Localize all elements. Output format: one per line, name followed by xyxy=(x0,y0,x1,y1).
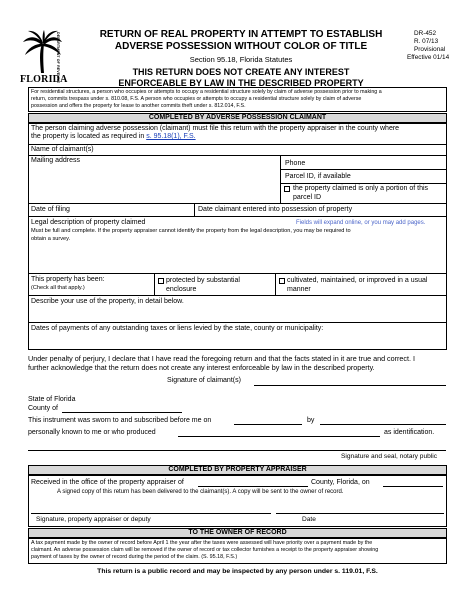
divider xyxy=(280,183,447,184)
check-all-note: (Check all that apply.) xyxy=(31,285,85,291)
owner-notice-line3: payment of taxes by the owner of record during the period of the claim. (S. 95.18, F.S.) xyxy=(31,554,238,560)
divider xyxy=(28,273,447,274)
county-of-label: County of xyxy=(28,405,58,412)
owner-section-heading: TO THE OWNER OF RECORD xyxy=(188,529,287,536)
parcel-id-field[interactable] xyxy=(362,170,446,182)
notary-signature-line[interactable] xyxy=(28,450,446,451)
legal-description-field[interactable] xyxy=(29,244,446,272)
form-title-line2: ADVERSE POSSESSION WITHOUT COLOR OF TITLE xyxy=(114,41,368,52)
county-florida-on-label: County, Florida, on xyxy=(311,479,370,486)
appraiser-signature-line[interactable] xyxy=(31,513,271,514)
appraiser-section-heading: COMPLETED BY PROPERTY APPRAISER xyxy=(168,466,307,473)
intro-line1: For residential structures, a person who occupies or attempts to occupy a residential structure solely by claim of adverse possession prior to making a xyxy=(31,89,382,95)
date-of-possession-label: Date claimant entered into possession of property xyxy=(198,206,353,213)
notice-line1: THIS RETURN DOES NOT CREATE ANY INTEREST xyxy=(132,67,350,77)
as-identification-label: as identification. xyxy=(384,429,435,436)
notice-line2: ENFORCEABLE BY LAW IN THE DESCRIBED PROPERTY xyxy=(118,78,364,88)
legal-description-label: Legal description of property claimed xyxy=(31,219,146,226)
legal-description-instruction-line1: Must be full and complete. If the property appraiser cannot identify the property from the legal description, you may be required to xyxy=(31,228,351,234)
form-effective: Effective 01/14 xyxy=(407,54,450,61)
claimant-signature-label: Signature of claimant(s) xyxy=(167,377,241,384)
date-of-filing-label: Date of filing xyxy=(31,206,70,213)
divider xyxy=(154,273,155,295)
owner-notice-line2: claimant. An adverse possession claim will be removed if the owner of record or tax collector furnishes a receipt to the property appraiser showing xyxy=(31,547,379,553)
cultivated-improved-label-line1: cultivated, maintained, or improved in a usual xyxy=(287,277,428,284)
divider xyxy=(194,203,195,216)
legal-description-instruction-line2: obtain a survey. xyxy=(31,236,71,242)
describe-use-field[interactable] xyxy=(29,307,446,321)
fields-expand-note: Fields will expand online, or you may add pages. xyxy=(296,220,426,226)
appraiser-date-label: Date xyxy=(302,516,316,523)
portion-of-parcel-checkbox[interactable] xyxy=(284,186,290,192)
property-has-been-label: This property has been: xyxy=(31,276,105,283)
sworn-statement: This instrument was sworn to and subscribed before me on xyxy=(28,417,212,424)
claimant-instruction-line2 xyxy=(31,133,196,140)
form-title-line1: RETURN OF REAL PROPERTY IN ATTEMPT TO ESTABLISH xyxy=(99,29,383,40)
phone-field[interactable] xyxy=(312,156,446,168)
declaration-line2: further acknowledge that the return does not create any interest enforceable by law in the described property. xyxy=(28,363,375,372)
declaration-line1: Under penalty of perjury, I declare that I have read the foregoing return and that the facts stated in it are true and correct. I xyxy=(28,354,416,363)
statute-reference: Section 95.18, Florida Statutes xyxy=(189,55,293,64)
form-number: DR-452 xyxy=(414,30,437,37)
notary-signature-label: Signature and seal, notary public xyxy=(341,453,438,460)
divider xyxy=(28,322,447,323)
personally-known-statement: personally known to me or who produced xyxy=(28,429,156,436)
owner-notice-line1: A tax payment made by the owner of record before April 1 the year after the taxes were assessed will have priority over a payment made by the xyxy=(31,540,373,546)
mailing-address-field[interactable] xyxy=(29,166,279,204)
describe-use-label: Describe your use of the property, in detail below. xyxy=(31,298,184,305)
parcel-id-label: Parcel ID, if available xyxy=(285,173,351,180)
substantial-enclosure-checkbox[interactable] xyxy=(158,278,164,284)
date-of-filing-field[interactable] xyxy=(80,204,192,215)
substantial-enclosure-label-line1: protected by substantial xyxy=(166,277,240,284)
cultivated-improved-label-line2: manner xyxy=(287,286,311,293)
divider xyxy=(275,273,276,295)
intro-line2: return, commits trespass under s. 810.08, F.S. A person who occupies or attempts to occupy a residential structure solely by claim of adverse xyxy=(31,96,362,102)
intro-line3: possession and offers the property for lease to another commits theft under s. 812.014, F.S. xyxy=(31,103,246,109)
tax-payments-field[interactable] xyxy=(29,334,446,349)
appraiser-date-line[interactable] xyxy=(276,513,444,514)
portion-of-parcel-label-line2: parcel ID xyxy=(293,194,322,201)
signed-copy-note: A signed copy of this return has been delivered to the claimant(s). A copy will be sent to the owner of record. xyxy=(57,489,344,495)
tax-payments-label: Dates of payments of any outstanding taxes or liens levied by the state, county or municipality: xyxy=(31,325,324,332)
claimant-instruction-line2-text: the property is located as required in xyxy=(31,133,147,140)
claimant-instruction-line1: The person claiming adverse possession (claimant) must file this return with the property appraiser in the county where xyxy=(31,125,400,132)
phone-label: Phone xyxy=(285,160,306,167)
appraiser-county-line[interactable] xyxy=(198,486,308,487)
divider xyxy=(280,155,281,203)
name-of-claimant-field[interactable] xyxy=(110,145,446,155)
florida-dor-logo xyxy=(20,30,70,85)
state-of-florida: State of Florida xyxy=(28,396,76,403)
sworn-by-line[interactable] xyxy=(320,424,446,425)
substantial-enclosure-label-line2: enclosure xyxy=(166,286,197,293)
county-of-line[interactable] xyxy=(62,412,182,413)
date-of-possession-field[interactable] xyxy=(372,204,446,215)
name-of-claimant-label: Name of claimant(s) xyxy=(31,146,94,153)
appraiser-signature-label: Signature, property appraiser or deputy xyxy=(36,516,151,523)
received-date-line[interactable] xyxy=(383,486,443,487)
form-provisional: Provisional xyxy=(414,46,446,53)
form-revision: R. 07/13 xyxy=(414,38,439,45)
statute-link[interactable]: s. 95.18(1), F.S. xyxy=(146,133,196,140)
portion-of-parcel-label-line1: the property claimed is only a portion of this xyxy=(293,185,429,192)
received-in-office-label: Received in the office of the property appraiser of xyxy=(31,479,184,486)
mailing-address-label: Mailing address xyxy=(31,157,81,164)
divider xyxy=(28,216,447,217)
logo-dept-text: DEPARTMENT OF REVENUE xyxy=(56,32,60,84)
claimant-signature-line[interactable] xyxy=(254,385,446,386)
divider xyxy=(28,295,447,296)
claimant-section-heading: COMPLETED BY ADVERSE POSSESSION CLAIMANT xyxy=(148,114,327,121)
cultivated-improved-checkbox[interactable] xyxy=(279,278,285,284)
logo-state-text: FLORIDA xyxy=(20,74,68,85)
sworn-by-label: by xyxy=(307,417,315,424)
public-record-notice: This return is a public record and may be inspected by any person under s. 119.01, F.S. xyxy=(97,568,378,575)
sworn-date-line[interactable] xyxy=(234,424,302,425)
identification-line[interactable] xyxy=(178,436,380,437)
